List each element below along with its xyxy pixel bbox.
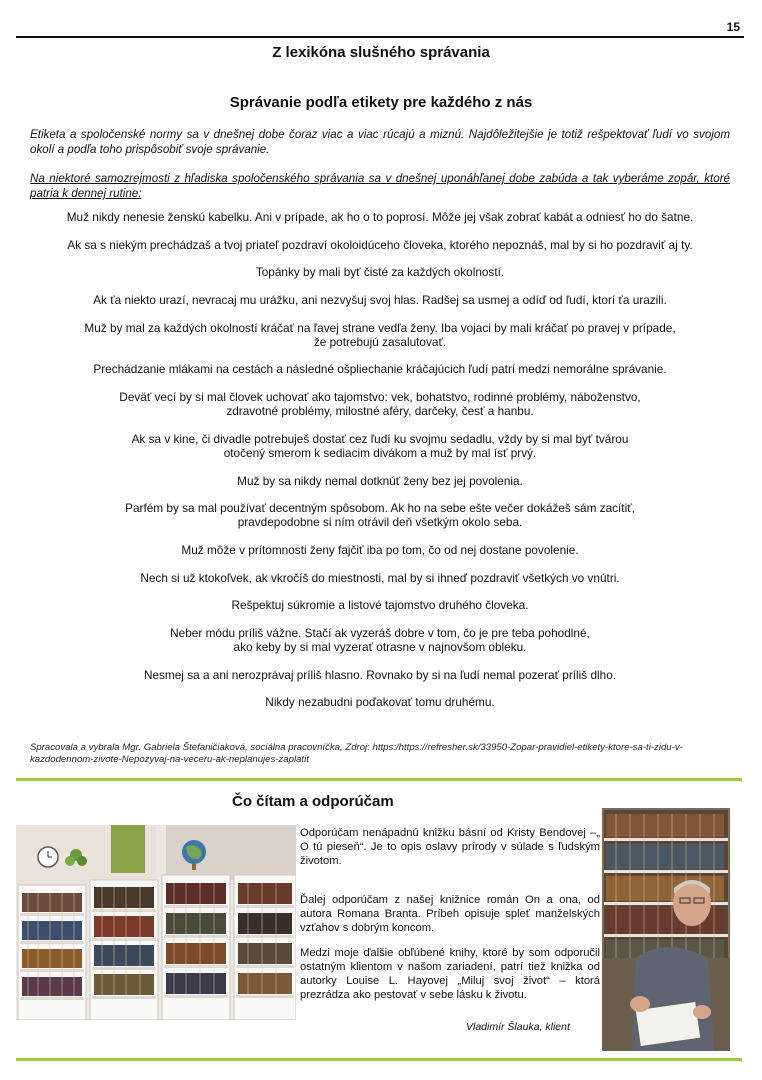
author-signature: Vladimír Šlauka, klient xyxy=(466,1021,570,1033)
rule-item: Neber módu príliš vážne. Stačí ak vyzeráš dobre v tom, čo je pre teba pohodlné, ako keby by si mal vyzerať otrasne v najnovšom obleku. xyxy=(170,625,590,654)
reading-paragraph: Medzi moje ďalšie obľúbené knihy, ktoré by som odporučil ostatným klientom v našom zariadení, patrí tiež knižka od autorky Louise L. Hayovej „Miluj svoj život“ – ktorá prezrádza ako pestovať v sebe lásku k životu. xyxy=(300,947,600,1001)
rule-item: Ak sa v kine, či divadle potrebuješ dostať cez ľudí ku svojmu sedadlu, vždy by si mal byť tvárou otočený smerom k sediacim divákom a muž by mal ísť prvý. xyxy=(131,431,629,460)
rule-item: Muž nikdy nenesie ženskú kabelku. Ani v prípade, ak ho o to poprosí. Môže jej však zobrať kabát a odniesť ho do šatne. xyxy=(66,210,694,224)
reader-portrait-photo xyxy=(602,808,730,1051)
source-credit: Spracovala a vybrala Mgr. Gabriela Štefaničiaková, sociálna pracovníčka, Zdroj: https:/https://refresher.sk/33950-Zopar-pravidiel-etikety-ktore-sa-ti-zidu-v-kazdodennom-zivote-Nepozyvaj-na-veceru-ak-neplanujes-zaplatit xyxy=(30,742,683,765)
rule-item: Nikdy nezabudni poďakovať tomu druhému. xyxy=(265,695,495,710)
library-bookshelves-photo xyxy=(16,825,296,1020)
article-title: Správanie podľa etikety pre každého z nás xyxy=(229,94,533,111)
intro-lead-in: Na niektoré samozrejmosti z hľadiska spoločenského správania sa v dnešnej uponáhľanej dobe zabúda a tak vyberáme zopár, ktoré patria k dennej rutine: xyxy=(30,172,730,200)
section-title: Z lexikóna slušného správania xyxy=(272,44,490,61)
rule-item: Topánky by mali byť čisté za každých okolností. xyxy=(255,265,505,280)
rule-item: Ak ťa niekto urazí, nevracaj mu urážku, ani nezvyšuj svoj hlas. Radšej sa usmej a odíď od ľudí, ktorí ťa urazili. xyxy=(93,293,667,308)
reading-paragraph: Odporúčam nenápadnú knižku básní od Kristy Bendovej –„ O tú pieseň“. Je to opis oslavy prírody v súlade s ľudským životom. xyxy=(300,827,600,867)
reading-section-title: Čo čítam a odporúčam xyxy=(232,793,394,810)
rule-item: Muž by sa nikdy nemal dotknúť ženy bez jej povolenia. xyxy=(237,473,523,488)
intro-paragraph: Etiketa a spoločenské normy sa v dnešnej dobe čoraz viac a viac rúcajú a miznú. Najdôležitejšie je totiž rešpektovať ľudí vo svojom okolí a podľa toho prispôsobiť svoje správanie. xyxy=(30,128,730,156)
reading-paragraph: Ďalej odporúčam z našej knižnice román On a ona, od autora Romana Branta. Príbeh opisuje spleť manželských vzťahov s dobrým koncom. xyxy=(300,894,600,934)
header-rule xyxy=(16,36,744,38)
rule-item: Deväť vecí by si mal človek uchovať ako tajomstvo: vek, bohatstvo, rodinné problémy, náboženstvo, zdravotné problémy, milostné aféry, darčeky, česť a hanbu. xyxy=(119,390,641,419)
rule-item: Muž by mal za každých okolností kráčať na ľavej strane vedľa ženy. Iba vojaci by mali kráčať po pravej v prípade, že potrebujú zasalutovať. xyxy=(84,320,676,349)
green-divider xyxy=(16,1058,742,1061)
rule-item: Muž môže v prítomnosti ženy fajčiť iba po tom, čo od nej dostane povolenie. xyxy=(181,542,579,557)
rule-item: Nesmej sa a ani nerozprávaj príliš hlasno. Rovnako by si na ľudí nemal pozerať príliš dlho. xyxy=(143,667,617,682)
page-number: 15 xyxy=(726,20,740,34)
rule-item: Rešpektuj súkromie a listové tajomstvo druhého človeka. xyxy=(231,598,529,613)
rule-item: Prechádzanie mlákami na cestách a následné ošpliechanie kráčajúcich ľudí patrí medzi nemorálne správanie. xyxy=(93,362,667,377)
rule-item: Ak sa s niekým prechádzaš a tvoj priateľ pozdraví okoloidúceho človeka, ktorého nepoznáš, mal by si ho pozdraviť aj ty. xyxy=(67,237,693,252)
green-divider xyxy=(16,778,742,781)
rule-item: Nech si už ktokoľvek, ak vkročíš do miestnosti, mal by si ihneď pozdraviť všetkých vo vnútri. xyxy=(140,570,620,585)
etiquette-rules-list xyxy=(30,210,730,723)
rule-item: Parfém by sa mal používať decentným spôsobom. Ak ho na sebe ešte večer dokážeš sám zacítiť, pravdepodobne si ním otrávil deň všetkým okolo seba. xyxy=(125,501,635,530)
